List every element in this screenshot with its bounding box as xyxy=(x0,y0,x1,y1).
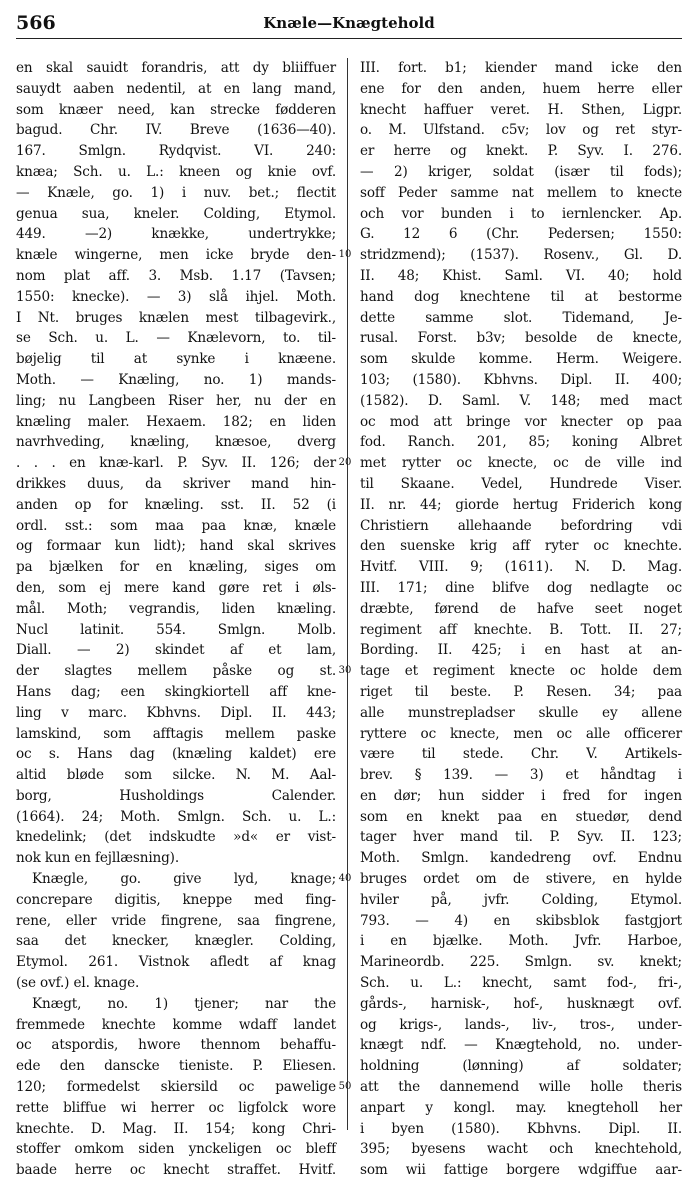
text-line: ling v marc. Kbhvns. Dipl. II. 443; xyxy=(16,704,336,721)
text-line: til Skaane. Vedel, Hundrede Viser. xyxy=(360,475,682,492)
text-line: — Knæle, go. 1) i nuv. bet.; flectit xyxy=(16,184,336,201)
text-line: 167. Smlgn. Rydqvist. VI. 240: xyxy=(16,143,336,160)
text-line: Sch. u. L.: knecht, samt fod-, fri-, xyxy=(360,975,682,992)
text-line: I Nt. bruges knælen mest tilbagevirk., xyxy=(16,309,336,326)
text-line: den suenske krig aff ryter oc knechte. xyxy=(360,538,682,555)
right-column xyxy=(360,58,682,1181)
text-line: navrhveding, knæling, knæsoe, dverg xyxy=(16,434,336,451)
text-line: regiment aff knechte. B. Tott. II. 27; xyxy=(360,621,682,638)
text-line: 103; (1580). Kbhvns. Dipl. II. 400; xyxy=(360,371,682,388)
text-line: genua sua, kneler. Colding, Etymol. xyxy=(16,205,336,222)
text-line: . . . en knæ-karl. P. Syv. II. 126; der xyxy=(16,455,336,472)
text-line: (se ovf.) el. knage. xyxy=(16,975,140,992)
text-line: 395; byesens wacht och knechtehold, xyxy=(360,1141,682,1158)
text-line: 120; formedelst skiersild oc pawelige xyxy=(16,1079,336,1096)
text-line: att the dannemend wille holle theris xyxy=(360,1079,682,1096)
text-line: som wii fattige borgere wdgiffue aar- xyxy=(360,1162,682,1179)
text-line: som knæer need, kan strecke fødderen xyxy=(16,101,336,118)
text-line: borg, Husholdings Calender. xyxy=(16,787,336,804)
text-line: baade herre oc knecht straffet. Hvitf. xyxy=(16,1162,336,1179)
text-line: hviler på, jvfr. Colding, Etymol. xyxy=(360,891,682,908)
left-column xyxy=(16,58,336,1181)
text-line: og formaar kun lidt); hand skal skrives xyxy=(16,538,336,555)
text-line: Knægle, go. give lyd, knage; xyxy=(32,871,336,888)
text-line: oc atspordis, hwore thennom behaffu- xyxy=(16,1037,336,1054)
text-line: Moth. — Knæling, no. 1) mands- xyxy=(16,371,336,388)
text-line: rette bliffue wi herrer oc ligfolck wore xyxy=(16,1099,336,1116)
text-line: ryttere oc knecte, men oc alle officerer xyxy=(360,725,682,742)
text-line: saa det knecker, knægler. Colding, xyxy=(16,933,336,950)
text-line: stridzmend); (1537). Rosenv., Gl. D. xyxy=(360,247,682,264)
line-number-marker: 10 xyxy=(338,249,352,261)
text-line: anden op for knæling. sst. II. 52 (i xyxy=(16,496,336,513)
text-line: stoffer omkom siden ynckeligen oc bleff xyxy=(16,1141,336,1158)
text-line: gårds-, harnisk-, hof-, husknægt ovf. xyxy=(360,995,682,1012)
text-line: — 2) kriger, soldat (især til fods); xyxy=(360,163,682,180)
text-line: som en knekt paa en stuedør, dend xyxy=(360,808,682,825)
text-line: Hvitf. VIII. 9; (1611). N. D. Mag. xyxy=(360,559,682,576)
text-line: Bording. II. 425; i en hast at an- xyxy=(360,642,682,659)
text-line: en dør; hun sidder i fred for ingen xyxy=(360,787,682,804)
text-line: i en bjælke. Moth. Jvfr. Harboe, xyxy=(360,933,682,950)
text-line: en skal sauidt forandris, att dy bliiffuer xyxy=(16,60,336,76)
text-line: knæa; Sch. u. L.: kneen og knie ovf. xyxy=(16,163,336,180)
text-line: riget til beste. P. Resen. 34; paa xyxy=(360,683,682,700)
text-line: knæle wingerne, men icke bryde den- xyxy=(16,247,336,264)
text-line: G. 12 6 (Chr. Pedersen; 1550: xyxy=(360,226,682,243)
text-line: den, som ej mere kand gøre ret i øls- xyxy=(16,579,336,596)
text-line: rusal. Forst. b3v; besolde de knecte, xyxy=(360,330,682,347)
text-line: oc s. Hans dag (knæling kaldet) ere xyxy=(16,746,336,763)
text-line: nok kun en fejllæsning). xyxy=(16,850,180,867)
text-line: som skulde komme. Herm. Weigere. xyxy=(360,351,682,368)
text-line: 1550: knecke). — 3) slå ihjel. Moth. xyxy=(16,288,336,305)
text-line: knecht haffuer veret. H. Sthen, Ligpr. xyxy=(360,101,682,118)
text-line: Nucl latinit. 554. Smlgn. Molb. xyxy=(16,621,336,638)
text-line: bøjelig til at synke i knæene. xyxy=(16,351,336,368)
text-line: knechte. D. Mag. II. 154; kong Chri- xyxy=(16,1120,336,1137)
text-line: der slagtes mellem påske og st. xyxy=(16,663,336,680)
text-line: holdning (lønning) af soldater; xyxy=(360,1058,682,1075)
text-line: oc mod att bringe vor knecter op paa xyxy=(360,413,682,430)
text-line: soff Peder samme nat mellem to knecte xyxy=(360,184,682,201)
text-line: pa bjælken for en knæling, siges om xyxy=(16,559,336,576)
text-line: dette samme slot. Tidemand, Je- xyxy=(360,309,682,326)
text-line: ordl. sst.: som maa paa knæ, knæle xyxy=(16,517,336,534)
text-line: anpart y kongl. may. knegteholl her xyxy=(360,1099,682,1116)
text-line: II. nr. 44; giorde hertug Friderich kong xyxy=(360,496,682,513)
text-line: III. 171; dine blifve dog nedlagte oc xyxy=(360,579,682,596)
text-line: fod. Ranch. 201, 85; koning Albret xyxy=(360,434,682,451)
text-line: sauydt aaben nedentil, at en lang mand, xyxy=(16,80,336,97)
text-line: II. 48; Khist. Saml. VI. 40; hold xyxy=(360,267,682,284)
page-header xyxy=(16,8,682,39)
text-line: dræbte, førend de hafve seet noget xyxy=(360,600,682,617)
text-line: og krigs-, lands-, liv-, tros-, under- xyxy=(360,1016,682,1033)
column-divider xyxy=(347,58,348,1130)
text-line: alle munstrepladser skulle ey allene xyxy=(360,704,682,721)
text-line: knægt ndf. — Knægtehold, no. under- xyxy=(360,1037,682,1054)
text-line: drikkes duus, da skriver mand hin- xyxy=(16,475,336,492)
text-line: Etymol. 261. Vistnok afledt af knag xyxy=(16,954,336,971)
text-line: Knægt, no. 1) tjener; nar the xyxy=(32,995,336,1012)
text-line: brev. § 139. — 3) et håndtag i xyxy=(360,767,682,784)
text-line: (1664). 24; Moth. Smlgn. Sch. u. L.: xyxy=(16,808,336,825)
running-head: Knæle—Knægtehold xyxy=(263,14,435,32)
text-line: er herre og knekt. P. Syv. I. 276. xyxy=(360,143,682,160)
text-line: lamskind, som afftagis mellem paske xyxy=(16,725,336,742)
text-line: se Sch. u. L. — Knælevorn, to. til- xyxy=(16,330,336,347)
line-number-marker: 20 xyxy=(338,457,352,469)
page-number: 566 xyxy=(16,12,56,34)
text-line: i byen (1580). Kbhvns. Dipl. II. xyxy=(360,1120,682,1137)
text-line: rene, eller vride fingrene, saa fingrene, xyxy=(16,912,336,929)
text-line: mål. Moth; vegrandis, liden knæling. xyxy=(16,600,336,617)
text-line: concrepare digitis, kneppe med fing- xyxy=(16,891,336,908)
text-line: bagud. Chr. IV. Breve (1636—40). xyxy=(16,122,336,139)
text-line: III. fort. b1; kiender mand icke den xyxy=(360,60,682,76)
text-line: o. M. Ulfstand. c5v; lov og ret styr- xyxy=(360,122,682,139)
text-line: bruges ordet om de stivere, en hylde xyxy=(360,871,682,888)
line-number-marker: 50 xyxy=(338,1081,352,1093)
line-number-marker: 40 xyxy=(338,873,352,885)
text-line: hand dog knechtene til at bestorme xyxy=(360,288,682,305)
text-line: fremmede knechte komme wdaff landet xyxy=(16,1016,336,1033)
line-number-marker: 30 xyxy=(338,665,352,677)
text-line: (1582). D. Saml. V. 148; med mact xyxy=(360,392,682,409)
text-line: nom plat aff. 3. Msb. 1.17 (Tavsen; xyxy=(16,267,336,284)
text-line: och vor bunden i to iernlencker. Ap. xyxy=(360,205,682,222)
text-line: tage et regiment knecte oc holde dem xyxy=(360,663,682,680)
text-line: 793. — 4) en skibsblok fastgjort xyxy=(360,912,682,929)
text-line: ling; nu Langbeen Riser her, nu der en xyxy=(16,392,336,409)
text-line: met rytter oc knecte, oc de ville ind xyxy=(360,455,682,472)
text-line: Marineordb. 225. Smlgn. sv. knekt; xyxy=(360,954,682,971)
text-line: Hans dag; een skingkiortell aff kne- xyxy=(16,683,336,700)
text-line: Moth. Smlgn. kandedreng ovf. Endnu xyxy=(360,850,682,867)
text-line: Christiern allehaande befordring vdi xyxy=(360,517,682,534)
text-line: tager hver mand til. P. Syv. II. 123; xyxy=(360,829,682,846)
text-line: knedelink; (det indskudte »d« er vist- xyxy=(16,829,336,846)
text-line: knæling maler. Hexaem. 182; en liden xyxy=(16,413,336,430)
text-line: Diall. — 2) skindet af et lam, xyxy=(16,642,336,659)
text-line: ene for den anden, huem herre eller xyxy=(360,80,682,97)
text-line: ede den danscke tieniste. P. Eliesen. xyxy=(16,1058,336,1075)
text-line: altid bløde som silcke. N. M. Aal- xyxy=(16,767,336,784)
text-line: være til stede. Chr. V. Artikels- xyxy=(360,746,682,763)
text-line: 449. —2) knække, undertrykke; xyxy=(16,226,336,243)
